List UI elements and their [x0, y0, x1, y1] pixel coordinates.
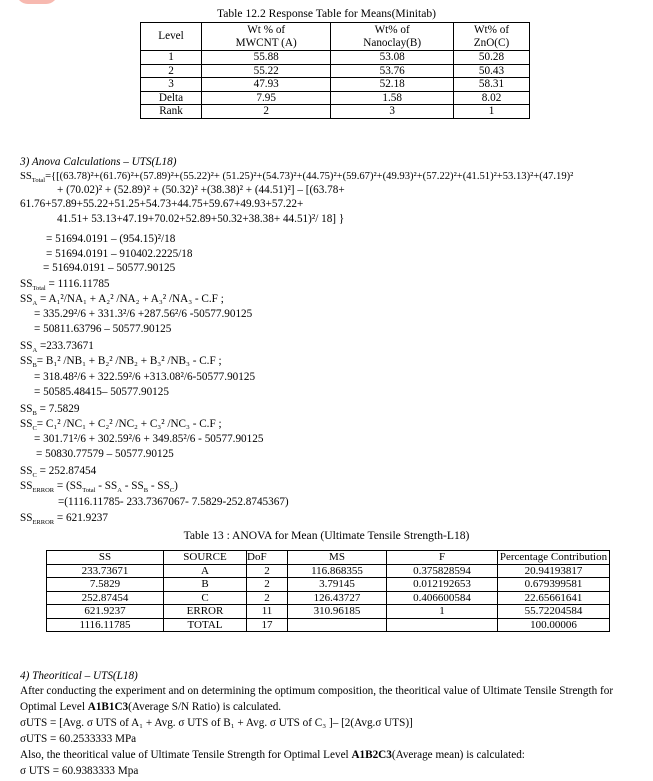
table-cell: 47.93: [202, 78, 331, 92]
result-uts-2: σ UTS = 60.9383333 Mpa: [20, 765, 139, 777]
table-cell: 621.9237: [47, 605, 164, 619]
sst-line7: = 51694.0191 – 50577.90125: [43, 262, 176, 274]
table-row: [141, 78, 530, 92]
header-c-line2: ZnO(C): [454, 37, 530, 51]
table-row: [141, 51, 530, 65]
table-row: [141, 91, 530, 105]
table-cell: 50.43: [454, 64, 530, 78]
table-cell: 0.406600584: [387, 591, 498, 605]
table-cell: 0.375828594: [387, 564, 498, 578]
table-cell: 17: [247, 618, 288, 632]
column-header: Percentage Contribution: [498, 551, 610, 565]
sse-result: $SS_{ERROR} = 621.9237$: [20, 512, 108, 527]
formula-uts: σUTS = [Avg. σ UTS of A₁ + Avg. σ UTS of B₁ + Avg. σ UTS of C₃ ]– [2(Avg.σ UTS)]: [20, 717, 413, 729]
sst-line5: = 51694.0191 – (954.15)²/18: [46, 233, 176, 245]
table-row: [47, 618, 610, 632]
table12-caption: Table 12.2 Response Table for Means(Minitab): [216, 7, 437, 20]
table-cell: TOTAL: [164, 618, 247, 632]
logo-fragment: [16, 0, 58, 4]
table-cell: 20.94193817: [498, 564, 610, 578]
section4-paragraph-line3: Also, the theoritical value of Ultimate Tensile Strength for Optimal Level A1B2C3(Average mean) is calculated:: [20, 749, 525, 761]
sst-line2: + (70.02)² + (52.89)² + (50.32)² +(38.38)² + (44.51)²] – [(63.78+: [57, 184, 345, 196]
table-cell: 0.679399581: [498, 578, 610, 592]
ssc-line1: $SS_C= C_1^2$ /NC₁ + C₂² /NC₂ + C₃² /NC₃ - C.F ;: [20, 418, 222, 433]
sse-line2: =(1116.11785- 233.7367067- 7.5829-252.8745367): [58, 496, 289, 508]
header-b-line1: Wt% of: [331, 23, 454, 37]
header-level: Level: [141, 23, 202, 51]
column-header: MS: [288, 551, 387, 565]
ssc-line3: = 50830.77579 – 50577.90125: [36, 448, 174, 460]
table-cell: 233.73671: [47, 564, 164, 578]
table-cell: 55.88: [202, 51, 331, 65]
column-header: F: [387, 551, 498, 565]
header-a-line2: MWCNT (A): [202, 37, 331, 51]
table-header-row: [47, 551, 610, 565]
table-cell: 2: [247, 591, 288, 605]
table-cell: 55.72204584: [498, 605, 610, 619]
ssa-result: $SS_A =233.73671$: [20, 340, 94, 355]
table-cell: 55.22: [202, 64, 331, 78]
table-row: [141, 105, 530, 119]
ssa-line1: $SS_A = A_1^2/NA_1 + A_2^2$ /NA₂ + A₃² /NA₃ - C.F ;: [20, 293, 224, 308]
sse-line1: $SS_{ERROR} = (SS_{Total} - SS_A - SS_B - SS_C)$: [20, 480, 178, 495]
table-cell: 1.58: [331, 91, 454, 105]
table-cell: 3: [331, 105, 454, 119]
ssb-result: $SS_B = 7.5829$: [20, 403, 80, 418]
ssb-line2: = 318.48²/6 + 322.59²/6 +313.08²/6-50577.90125: [34, 371, 256, 383]
table-cell: 8.02: [454, 91, 530, 105]
ssa-line3: = 50811.63796 – 50577.90125: [34, 323, 172, 335]
sst-line6: = 51694.0191 – 910402.2225/18: [46, 248, 193, 260]
header-c-line1: Wt% of: [454, 23, 530, 37]
table-cell: Rank: [141, 105, 202, 119]
ssa-line2: = 335.29²/6 + 331.3²/6 +287.56²/6 -50577.90125: [34, 308, 253, 320]
table-cell: 58.31: [454, 78, 530, 92]
header-a-line1: Wt % of: [202, 23, 331, 37]
section4-heading: 4) Theoritical – UTS(L18): [20, 670, 138, 682]
ssb-line1: $SS_B= B_1^2$ /NB₁ + B₂² /NB₂ + B₃² /NB₃ - C.F ;: [20, 355, 222, 370]
table-cell: 1: [141, 51, 202, 65]
table-cell: 2: [247, 564, 288, 578]
header-b-line2: Nanoclay(B): [331, 37, 454, 51]
table-cell: Delta: [141, 91, 202, 105]
table-cell: 252.87454: [47, 591, 164, 605]
table-cell: 1: [387, 605, 498, 619]
table-cell: ERROR: [164, 605, 247, 619]
table-cell: 11: [247, 605, 288, 619]
anova-table: [46, 550, 610, 632]
table-row: [47, 578, 610, 592]
table-cell: 1116.11785: [47, 618, 164, 632]
ssb-line3: = 50585.48415– 50577.90125: [34, 386, 169, 398]
table-cell: 100.00006: [498, 618, 610, 632]
table-cell: 7.95: [202, 91, 331, 105]
table-cell: 2: [141, 64, 202, 78]
table-row: [47, 605, 610, 619]
table-cell: 2: [247, 578, 288, 592]
table-cell: 53.76: [331, 64, 454, 78]
table-row: [47, 564, 610, 578]
table-cell: 3.79145: [288, 578, 387, 592]
table-cell: 1: [454, 105, 530, 119]
table-cell: 22.65661641: [498, 591, 610, 605]
table-cell: [288, 618, 387, 632]
column-header: DoF: [247, 551, 288, 565]
table-cell: 2: [202, 105, 331, 119]
table-cell: 116.868355: [288, 564, 387, 578]
section4-paragraph-line1: After conducting the experiment and on determining the optimum composition, the theoritical value of Ultimate Tensile Strength for: [20, 685, 614, 697]
sst-line4: 41.51+ 53.13+47.19+70.02+52.89+50.32+38.38+ 44.51)²/ 18] }: [57, 213, 345, 225]
sst-result: $SS_{Total} = 1116.11785$: [20, 278, 110, 293]
table13-caption: Table 13 : ANOVA for Mean (Ultimate Tensile Strength-L18): [183, 529, 470, 542]
table-cell: C: [164, 591, 247, 605]
table-cell: 52.18: [331, 78, 454, 92]
result-uts-1: σUTS = 60.2533333 MPa: [20, 733, 137, 745]
ssc-result: $SS_C = 252.87454$: [20, 465, 97, 480]
table-cell: 50.28: [454, 51, 530, 65]
table-cell: [387, 618, 498, 632]
sst-line1: $SS_{Total}=\{[(63.78)^2+(61.76)^2+(57.89)^2+(55.22)^2+ (51.25)^2+(54.73)^2+(44.75)^2+(59.67)^2+(49.93)^2+(57.22)^2+(41.51)^2+53.13)^2+(47.19)^2$: [20, 171, 574, 185]
sst-line3: 61.76+57.89+55.22+51.25+54.73+44.75+59.67+49.93+57.22+: [20, 198, 304, 210]
table-cell: 0.012192653: [387, 578, 498, 592]
table-cell: 53.08: [331, 51, 454, 65]
ssc-line2: = 301.71²/6 + 302.59²/6 + 349.85²/6 - 50577.90125: [34, 433, 264, 445]
table-cell: B: [164, 578, 247, 592]
table-row: [141, 64, 530, 78]
column-header: SS: [47, 551, 164, 565]
table-cell: 7.5829: [47, 578, 164, 592]
section4-paragraph-line2: Optimal Level A1B1C3(Average S/N Ratio) is calculated.: [20, 701, 282, 713]
column-header: SOURCE: [164, 551, 247, 565]
table-cell: A: [164, 564, 247, 578]
table-cell: 3: [141, 78, 202, 92]
section3-heading: 3) Anova Calculations – UTS(L18): [20, 156, 177, 168]
table-row: [47, 591, 610, 605]
table-cell: 310.96185: [288, 605, 387, 619]
table-cell: 126.43727: [288, 591, 387, 605]
response-table: [140, 22, 530, 119]
